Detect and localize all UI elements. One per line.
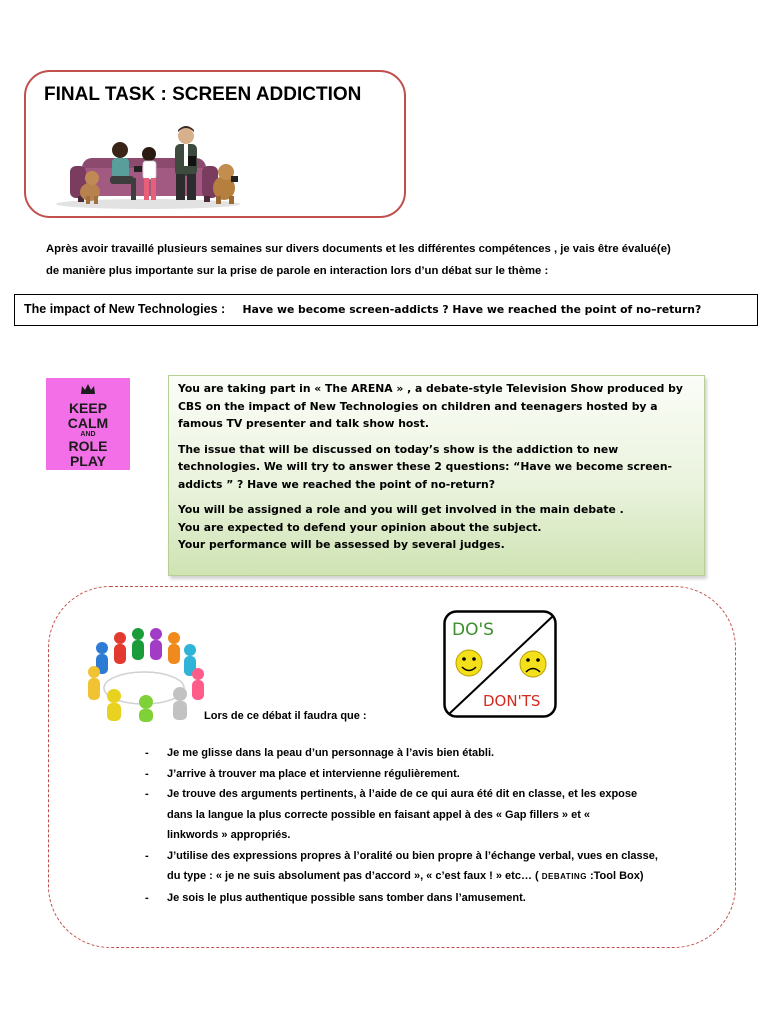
bullet-dash: - [145,891,149,904]
rule-expressions-text-2 [167,866,725,888]
rule-role-text: Je me glisse dans la peau d’un personnage à l’avis bien établi. [167,747,495,759]
rule-arguments-text-3: linkwords » appropriés. [167,829,291,841]
keep-calm-line-4: ROLE [68,438,108,454]
title-box [24,70,406,218]
scenario-line-judges: Your performance will be assessed by several judges. [178,538,505,551]
list-item [145,764,725,785]
list-item [145,743,725,764]
intro-line-2: de manière plus importante sur la prise de parole en interaction lors d’un débat sur le thème : [46,265,549,277]
theme-box [14,294,758,326]
toolbox-label: :Tool Box) [586,870,644,882]
rule-participation-text: J’arrive à trouver ma place et intervienne régulièrement. [167,767,460,780]
theme-label: The impact of New Technologies : [24,302,226,316]
people-around-table-illustration [80,622,206,722]
rule-arguments-text-2: dans la langue la plus correcte possible en faisant appel à des « Gap fillers » et « [167,808,591,821]
scenario-paragraph-1: You are taking part in « The ARENA » , a debate-style Television Show produced by CBS on the impact of New Technologies on children and teenagers hosted by a famous TV presenter and talk show host. [178,382,683,430]
bullet-dash: - [145,849,149,862]
rules-list [145,743,725,908]
scenario-paragraph-2: The issue that will be discussed on today’s show is the addiction to new technologies. We will try to answer these 2 questions: “Have we become screen-addicts ” ? Have we reached the point of no-return? [178,442,673,491]
donts-label: DON'TS [483,692,541,710]
keep-calm-line-1: KEEP [68,400,108,416]
rule-expressions-text-1: J’utilise des expressions propres à l’oralité ou bien propre à l’échange verbal, vues en classe, [167,849,658,862]
scenario-panel [168,375,705,576]
dos-label: DO'S [452,620,494,640]
bullet-dash: - [145,767,149,780]
dos-and-donts-graphic [443,610,557,718]
rule-arguments-text-1: Je trouve des arguments pertinents, à l’aide de ce qui aura été dit en classe, et les expose [167,788,638,800]
rules-intro: Lors de ce débat il faudra que : [204,710,367,722]
keep-calm-line-2: CALM [67,415,109,431]
list-item [145,784,725,846]
scenario-line-role: You will be assigned a role and you will get involved in the main debate . [178,503,624,516]
debating-label: DEBATING [541,872,587,881]
list-item [145,846,725,888]
bullet-dash: - [145,747,149,759]
rule-expressions-example: du type : « je ne suis absolument pas d’accord », « c’est faux ! » etc… ( [167,870,539,882]
crown-icon [79,382,97,396]
intro-line-1: Après avoir travaillé plusieurs semaines sur divers documents et les différentes compétences , je vais être évalué(e) [46,243,671,255]
family-on-couch-illustration [48,110,248,210]
rule-authenticity-text: Je sois le plus authentique possible sans tomber dans l’amusement. [167,891,526,904]
page-title: FINAL TASK : SCREEN ADDICTION [44,84,362,105]
bullet-dash: - [145,788,149,800]
keep-calm-line-5: PLAY [69,453,107,469]
keep-calm-line-3: AND [80,431,96,438]
keep-calm-poster [46,378,130,470]
list-item [145,888,725,909]
theme-questions: Have we become screen-addicts ? Have we reached the point of no–return? [242,303,702,316]
scenario-line-opinion: You are expected to defend your opinion about the subject. [178,520,542,534]
